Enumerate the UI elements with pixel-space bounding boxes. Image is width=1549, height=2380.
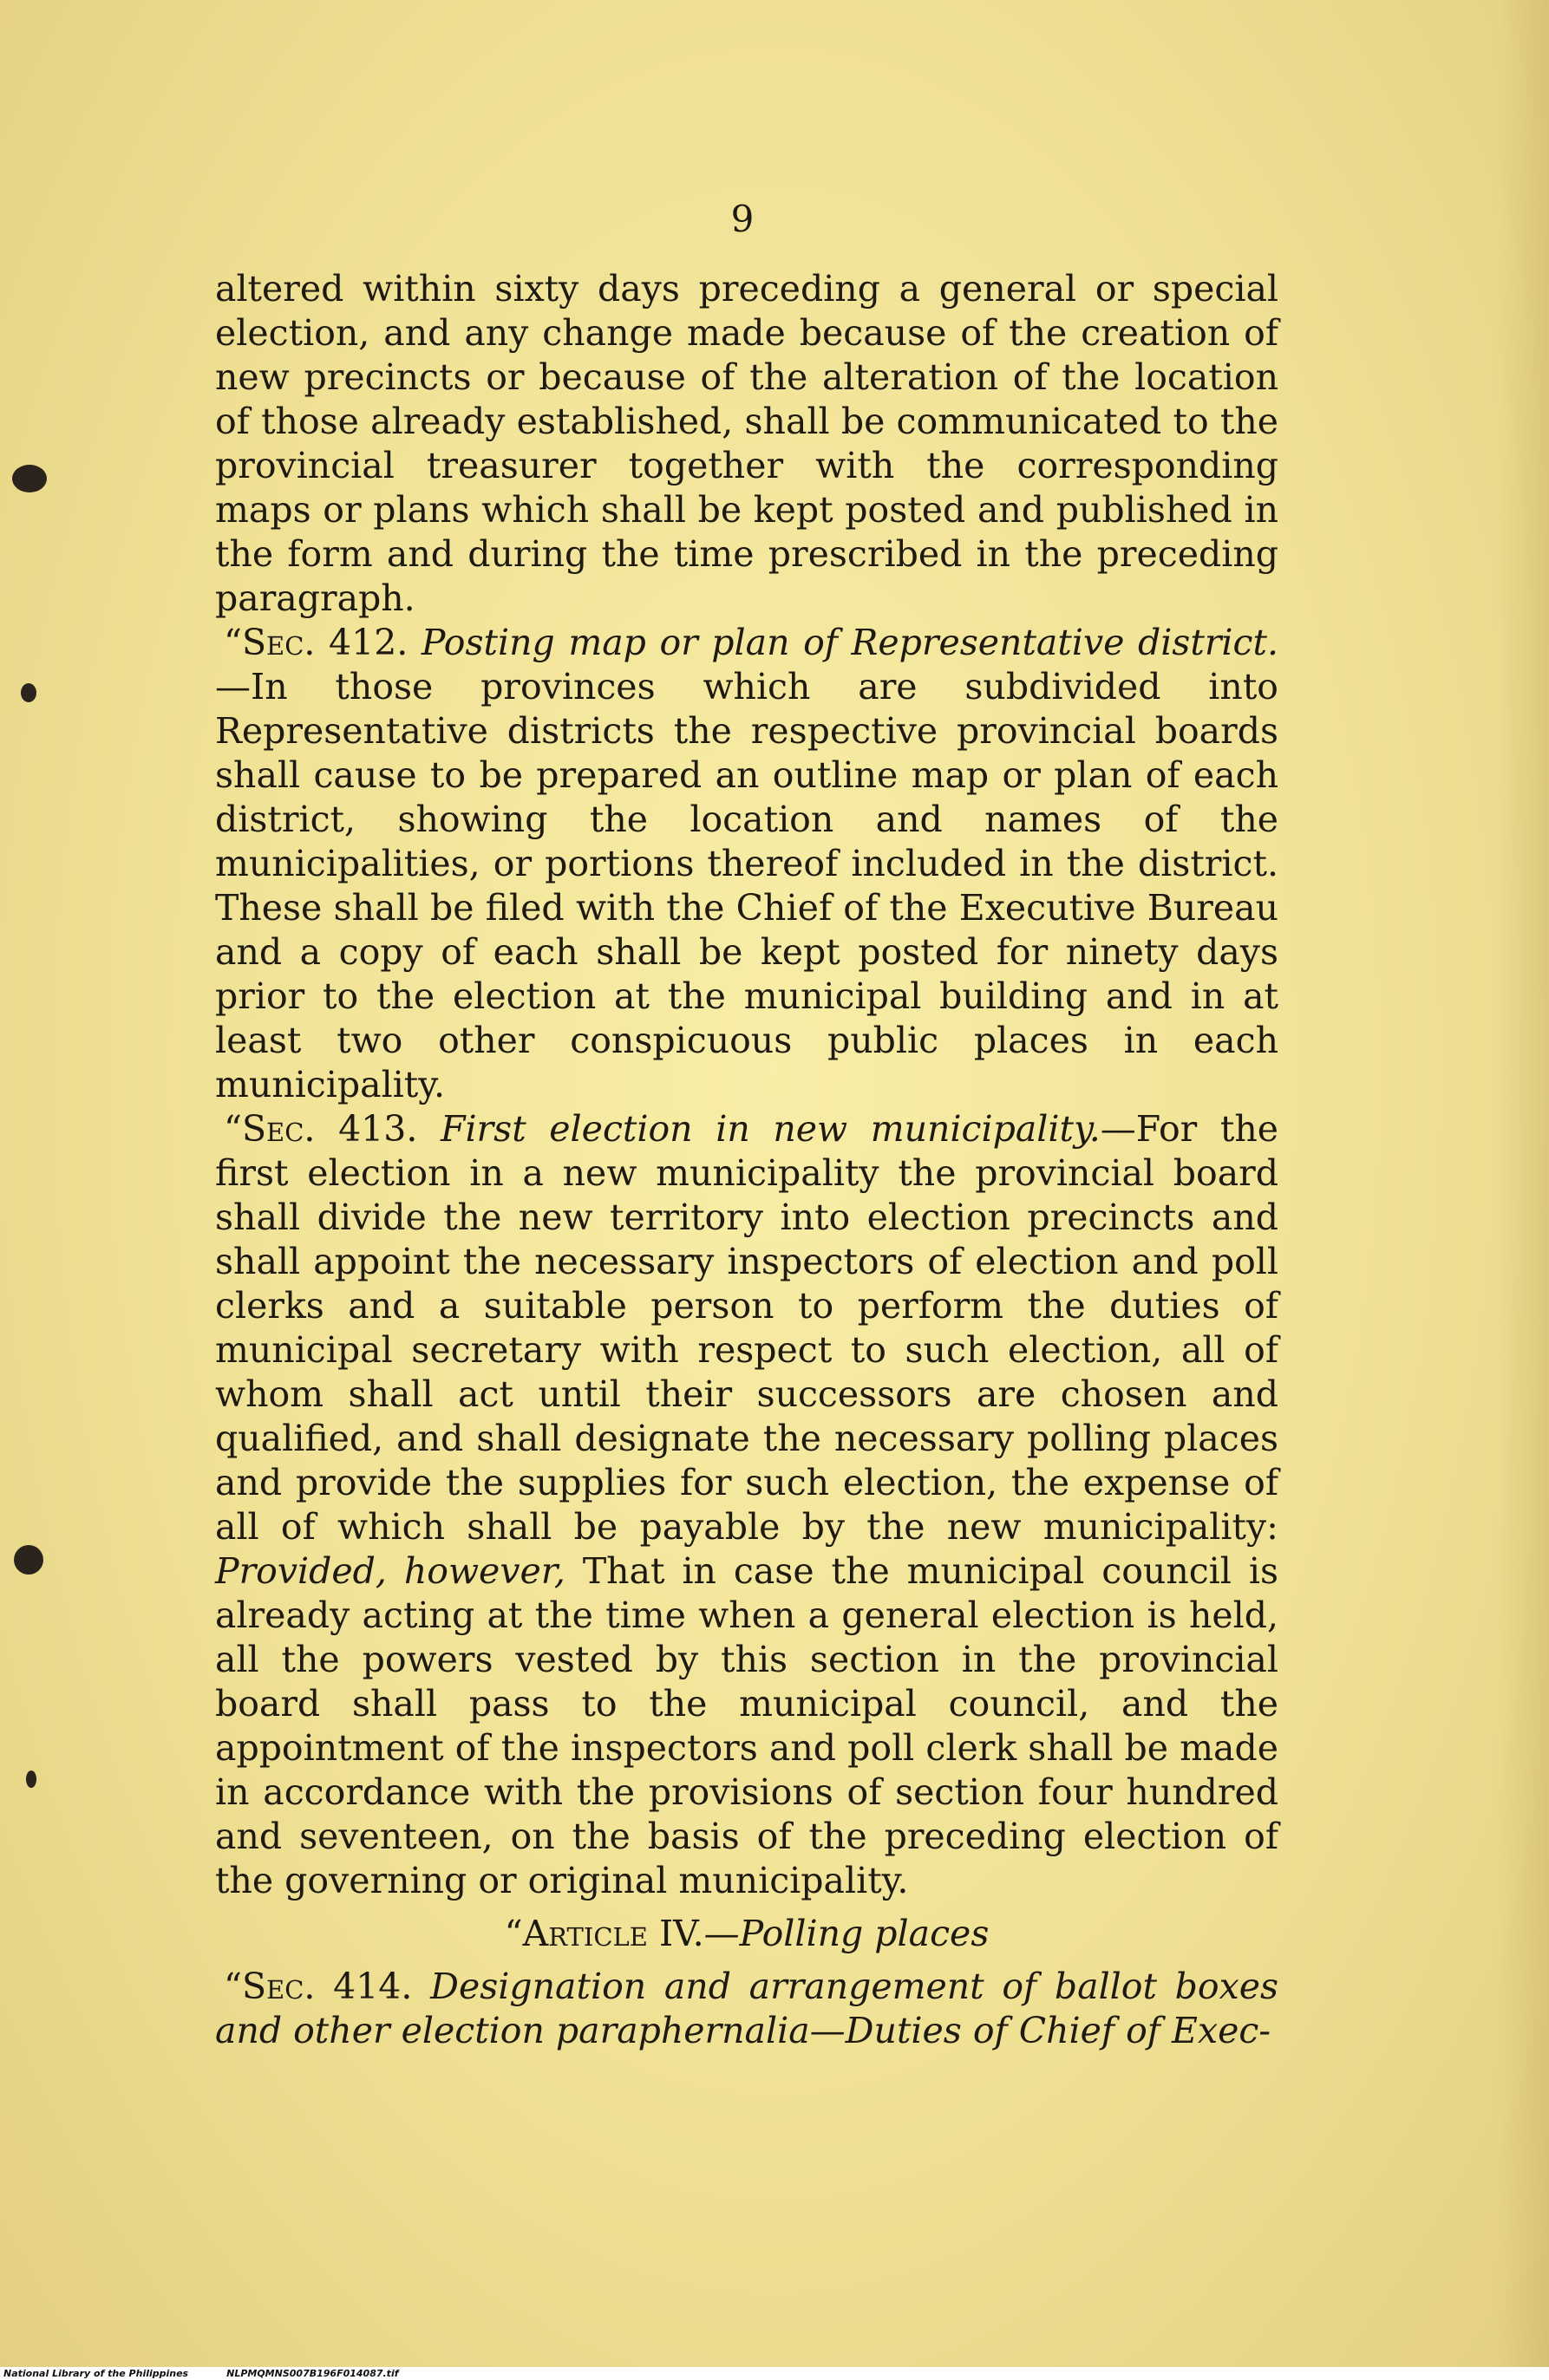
section-title: First election in new municipality. bbox=[441, 1108, 1101, 1150]
open-quote: “ bbox=[224, 1108, 242, 1150]
page-number: 9 bbox=[730, 198, 755, 240]
section-word: Sec bbox=[241, 1966, 304, 2007]
section-number: . 412. bbox=[304, 622, 422, 663]
article-word: Article bbox=[522, 1913, 648, 1954]
scan-footer bbox=[0, 2367, 1549, 2380]
section-word: Sec bbox=[241, 622, 304, 663]
open-quote: “ bbox=[224, 622, 242, 663]
page-edge-shadow bbox=[1497, 0, 1549, 2380]
section-title: Designation and arrangement of ballot boxes and other election paraphernalia—Duties of Chief of Exec- bbox=[215, 1966, 1278, 2051]
library-label: National Library of the Philippines bbox=[3, 2368, 189, 2379]
article-heading bbox=[215, 1912, 1278, 1956]
open-quote: “ bbox=[504, 1913, 523, 1954]
section-word: Sec bbox=[241, 1108, 304, 1150]
section-number: . 414. bbox=[304, 1966, 431, 2007]
file-id: NLPMQMNS007B196F014087.tif bbox=[226, 2368, 399, 2379]
section-body-continued: That in case the municipal council is already acting at the time when a general election is held, all the powers vested by this section in the provincial board shall pass to the municipal council, and the appointment of the inspectors and poll clerk shall be made in accordance with the provisions of section four hundred and seventeen, on the basis of the preceding election of the governing or original municipality. bbox=[215, 1550, 1279, 1901]
article-number: IV. bbox=[647, 1913, 704, 1954]
section-title: Posting map or plan of Representative district. bbox=[421, 622, 1278, 663]
section-413 bbox=[215, 1107, 1278, 1903]
article-title: —Polling places bbox=[703, 1913, 990, 1954]
binding-hole bbox=[21, 683, 36, 702]
binding-hole bbox=[14, 1545, 43, 1575]
paragraph-continuation: altered within sixty days preceding a general or special election, and any change made because of the creation of new precincts or because of the alteration of the location of those already established, shall be communicated to the provincial treasurer together with the corresponding maps or plans which shall be kept posted and published in the form and during the time prescribed in the preceding paragraph. bbox=[215, 268, 1278, 619]
section-body: —In those provinces which are subdivided into Representative districts the respective provincial boards shall cause to be prepared an outline map or plan of each district, showing the location and names of the municipalities, or portions thereof included in the district. These shall be filed with the Chief of the Executive Bureau and a copy of each shall be kept posted for ninety days prior to the election at the municipal building and in at least two other conspicuous public places in each municipality. bbox=[215, 666, 1278, 1105]
binding-hole bbox=[26, 1770, 36, 1788]
open-quote: “ bbox=[224, 1966, 242, 2007]
section-body: —For the first election in a new municipality the provincial board shall divide the new territory into election precincts and shall appoint the necessary inspectors of election and poll clerks and a suitable person to perform the duties of municipal secretary with respect to such election, all of whom shall act until their successors are chosen and qualified, and shall designate the necessary polling places and provide the supplies for such election, the expense of all of which shall be payable by the new municipality: bbox=[215, 1108, 1279, 1548]
body-text bbox=[215, 267, 1278, 2053]
proviso: Provided, however, bbox=[215, 1550, 565, 1592]
section-412 bbox=[215, 621, 1278, 1107]
binding-hole bbox=[12, 465, 47, 492]
section-number: . 413. bbox=[304, 1108, 441, 1150]
section-414 bbox=[215, 1965, 1278, 2053]
